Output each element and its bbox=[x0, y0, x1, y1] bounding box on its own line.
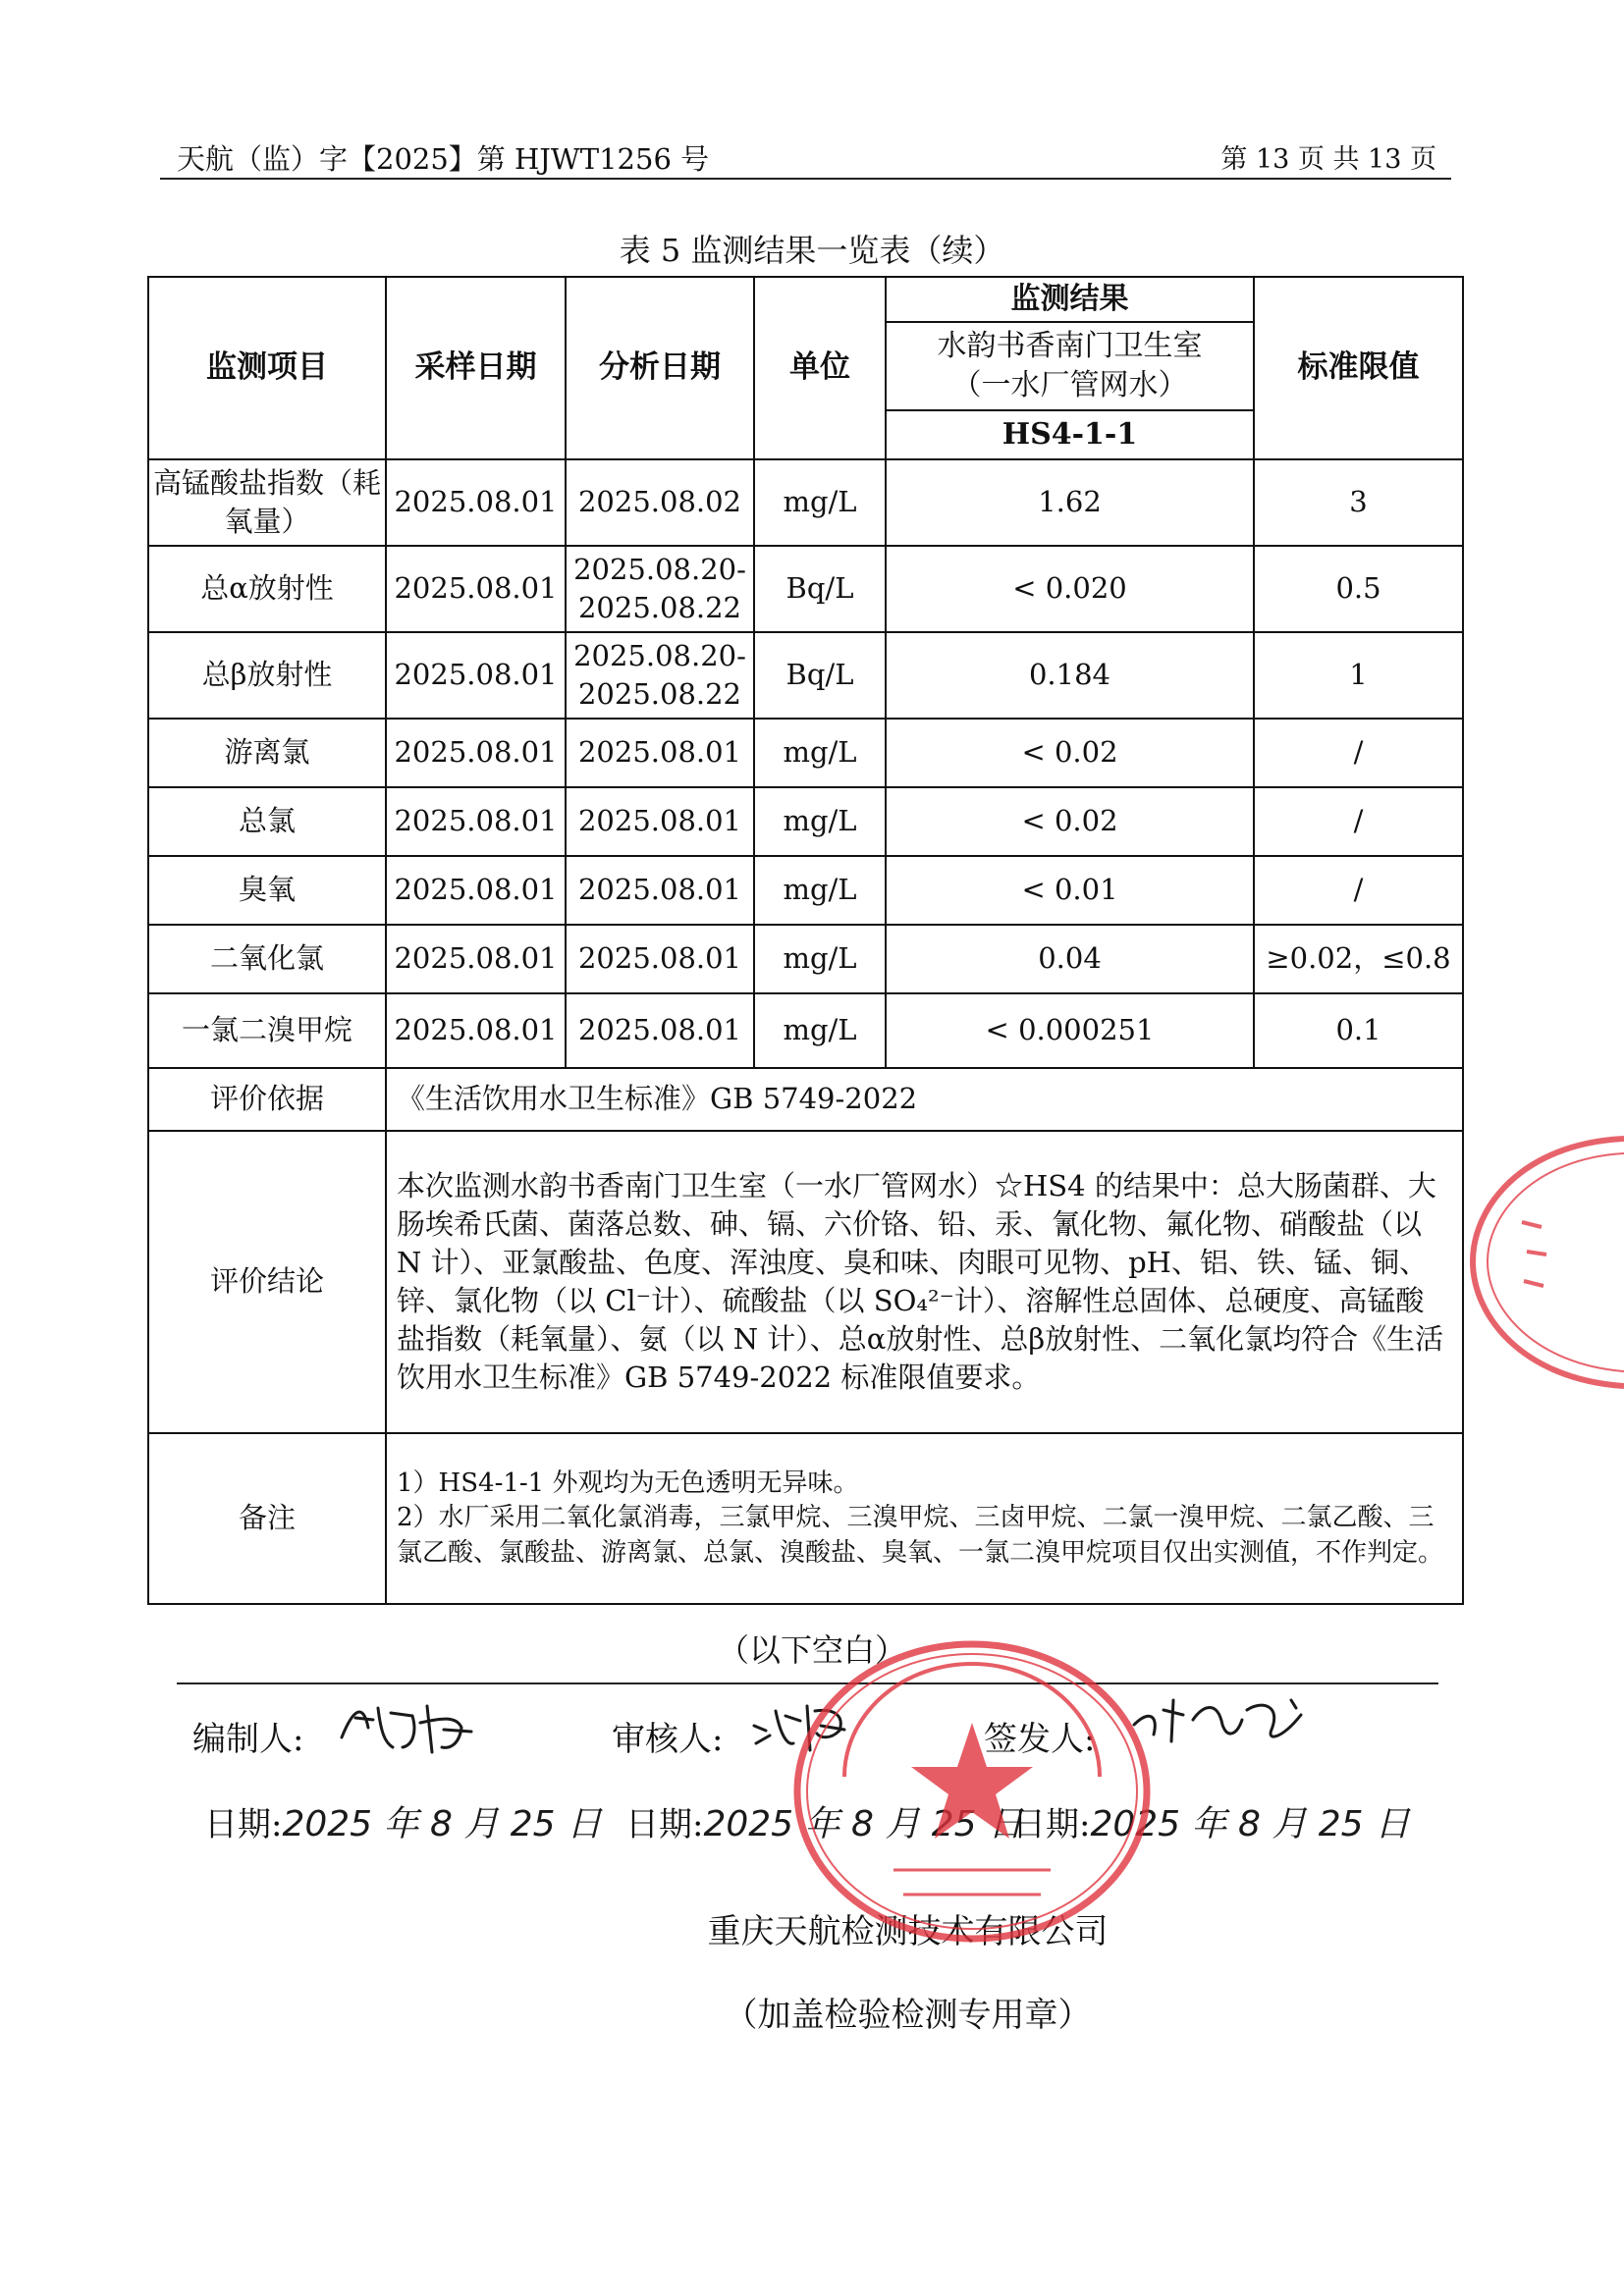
approver-label: 签发人: bbox=[984, 1720, 1096, 1759]
table-row bbox=[148, 993, 1463, 1068]
cell-result: < 0.020 bbox=[886, 546, 1254, 632]
blank-note: （以下空白） bbox=[717, 1631, 906, 1669]
compiler-date-value: 2025 年 8 月 25 日 bbox=[282, 1804, 603, 1844]
cell-analysis-date: 2025.08.01 bbox=[566, 925, 754, 993]
table-row bbox=[148, 787, 1463, 856]
date-label: 日期: bbox=[625, 1805, 704, 1844]
header-location bbox=[886, 322, 1254, 410]
cell-result: 0.184 bbox=[886, 632, 1254, 719]
compiler-signature bbox=[334, 1688, 491, 1767]
cell-unit: Bq/L bbox=[754, 546, 886, 632]
cell-item: 总α放射性 bbox=[148, 546, 386, 632]
cell-item: 游离氯 bbox=[148, 719, 386, 787]
header-location-line1: 水韵书香南门卫生室 bbox=[937, 328, 1203, 363]
stamp-note: （加盖检验检测专用章） bbox=[724, 1996, 1092, 2035]
table-header-row bbox=[148, 277, 1463, 322]
cell-item bbox=[148, 459, 386, 546]
cell-item: 臭氧 bbox=[148, 856, 386, 925]
official-seal bbox=[785, 1629, 1159, 1953]
cell-standard: 3 bbox=[1254, 459, 1463, 546]
header-sampling-date: 采样日期 bbox=[386, 277, 566, 459]
header-sample-id: HS4-1-1 bbox=[886, 410, 1254, 459]
header-standard: 标准限值 bbox=[1254, 277, 1463, 459]
basis-label: 评价依据 bbox=[148, 1068, 386, 1131]
results-table bbox=[147, 276, 1464, 1605]
reviewer-date-value: 2025 年 8 月 25 日 bbox=[703, 1804, 1024, 1844]
header-divider bbox=[160, 178, 1451, 180]
remark-item: 1）HS4-1-1 外观均为无色透明无异味。 bbox=[397, 1468, 859, 1499]
cell-result: < 0.02 bbox=[886, 719, 1254, 787]
header-analysis-date: 分析日期 bbox=[566, 277, 754, 459]
cell-result: < 0.02 bbox=[886, 787, 1254, 856]
cell-sampling-date: 2025.08.01 bbox=[386, 719, 566, 787]
cell-standard: / bbox=[1254, 787, 1463, 856]
reviewer-label: 审核人: bbox=[612, 1720, 724, 1759]
compiler-label: 编制人: bbox=[192, 1720, 304, 1759]
partial-seal bbox=[1453, 1129, 1624, 1394]
cell-analysis-date: 2025.08.01 bbox=[566, 719, 754, 787]
cell-standard: / bbox=[1254, 856, 1463, 925]
basis-text: 《生活饮用水卫生标准》GB 5749-2022 bbox=[386, 1068, 1463, 1131]
company-name: 重庆天航检测技术有限公司 bbox=[707, 1912, 1109, 1951]
cell-result: 0.04 bbox=[886, 925, 1254, 993]
table-row bbox=[148, 632, 1463, 719]
table-row bbox=[148, 719, 1463, 787]
cell-unit: Bq/L bbox=[754, 632, 886, 719]
cell-result: < 0.000251 bbox=[886, 993, 1254, 1068]
date-label: 日期: bbox=[1012, 1805, 1091, 1844]
remarks-row bbox=[148, 1433, 1463, 1604]
table-row bbox=[148, 459, 1463, 546]
cell-sampling-date: 2025.08.01 bbox=[386, 787, 566, 856]
cell-analysis-date: 2025.08.01 bbox=[566, 856, 754, 925]
cell-unit: mg/L bbox=[754, 719, 886, 787]
cell-sampling-date: 2025.08.01 bbox=[386, 993, 566, 1068]
approver-date-value: 2025 年 8 月 25 日 bbox=[1090, 1804, 1411, 1844]
cell-standard: / bbox=[1254, 719, 1463, 787]
cell-item: 一氯二溴甲烷 bbox=[148, 993, 386, 1068]
cell-item-text: 高锰酸盐指数（耗氧量） bbox=[153, 465, 382, 538]
report-number: 天航（监）字【2025】第 HJWT1256 号 bbox=[177, 142, 710, 176]
header-unit: 单位 bbox=[754, 277, 886, 459]
cell-standard: 0.1 bbox=[1254, 993, 1463, 1068]
remarks-text bbox=[386, 1433, 1463, 1604]
cell-analysis-date: 2025.08.01 bbox=[566, 787, 754, 856]
cell-unit: mg/L bbox=[754, 925, 886, 993]
page-indicator: 第 13 页 共 13 页 bbox=[1220, 144, 1436, 175]
date-label: 日期: bbox=[204, 1805, 283, 1844]
remarks-label: 备注 bbox=[148, 1433, 386, 1604]
cell-analysis-date: 2025.08.20-2025.08.22 bbox=[566, 546, 754, 632]
remark-item: 2）水厂采用二氧化氯消毒，三氯甲烷、三溴甲烷、三卤甲烷、二氯一溴甲烷、二氯乙酸、三氯乙酸、氯酸盐、游离氯、总氯、溴酸盐、臭氧、一氯二溴甲烷项目仅出实测值，不作判定。 bbox=[397, 1503, 1444, 1568]
header-item: 监测项目 bbox=[148, 277, 386, 459]
cell-unit: mg/L bbox=[754, 459, 886, 546]
cell-item: 二氧化氯 bbox=[148, 925, 386, 993]
cell-sampling-date: 2025.08.01 bbox=[386, 459, 566, 546]
header-location-line2: （一水厂管网水） bbox=[951, 368, 1188, 402]
header-result: 监测结果 bbox=[886, 277, 1254, 322]
cell-standard: 0.5 bbox=[1254, 546, 1463, 632]
compiler-date bbox=[204, 1796, 602, 1846]
cell-result: < 0.01 bbox=[886, 856, 1254, 925]
cell-sampling-date: 2025.08.01 bbox=[386, 632, 566, 719]
conclusion-row bbox=[148, 1131, 1463, 1433]
table-row bbox=[148, 546, 1463, 632]
basis-row bbox=[148, 1068, 1463, 1131]
cell-item: 总氯 bbox=[148, 787, 386, 856]
conclusion-text: 本次监测水韵书香南门卫生室（一水厂管网水）☆HS4 的结果中：总大肠菌群、大肠埃希氏菌、菌落总数、砷、镉、六价铬、铅、汞、氰化物、氟化物、硝酸盐（以 N 计）、亚氯酸盐、色度、浑浊度、臭和味、肉眼可见物、pH、铝、铁、锰、铜、锌、氯化物（以 Cl⁻计）、硫酸盐（以 SO₄²⁻计）、溶解性总固体、总硬度、高锰酸盐指数（耗氧量）、氨（以 N 计）、总α放射性、总β放射性、二氧化氯均符合《生活饮用水卫生标准》GB 5749-2022 标准限值要求。 bbox=[386, 1131, 1463, 1433]
cell-sampling-date: 2025.08.01 bbox=[386, 856, 566, 925]
cell-analysis-date: 2025.08.01 bbox=[566, 993, 754, 1068]
cell-analysis-date: 2025.08.20-2025.08.22 bbox=[566, 632, 754, 719]
cell-unit: mg/L bbox=[754, 856, 886, 925]
cell-analysis-date: 2025.08.02 bbox=[566, 459, 754, 546]
cell-standard: 1 bbox=[1254, 632, 1463, 719]
cell-sampling-date: 2025.08.01 bbox=[386, 546, 566, 632]
table-row bbox=[148, 856, 1463, 925]
cell-standard: ≥0.02，≤0.8 bbox=[1254, 925, 1463, 993]
table-row bbox=[148, 925, 1463, 993]
cell-item: 总β放射性 bbox=[148, 632, 386, 719]
conclusion-label: 评价结论 bbox=[148, 1131, 386, 1433]
table-title: 表 5 监测结果一览表（续） bbox=[619, 232, 1005, 269]
cell-result: 1.62 bbox=[886, 459, 1254, 546]
cell-unit: mg/L bbox=[754, 787, 886, 856]
cell-sampling-date: 2025.08.01 bbox=[386, 925, 566, 993]
cell-unit: mg/L bbox=[754, 993, 886, 1068]
